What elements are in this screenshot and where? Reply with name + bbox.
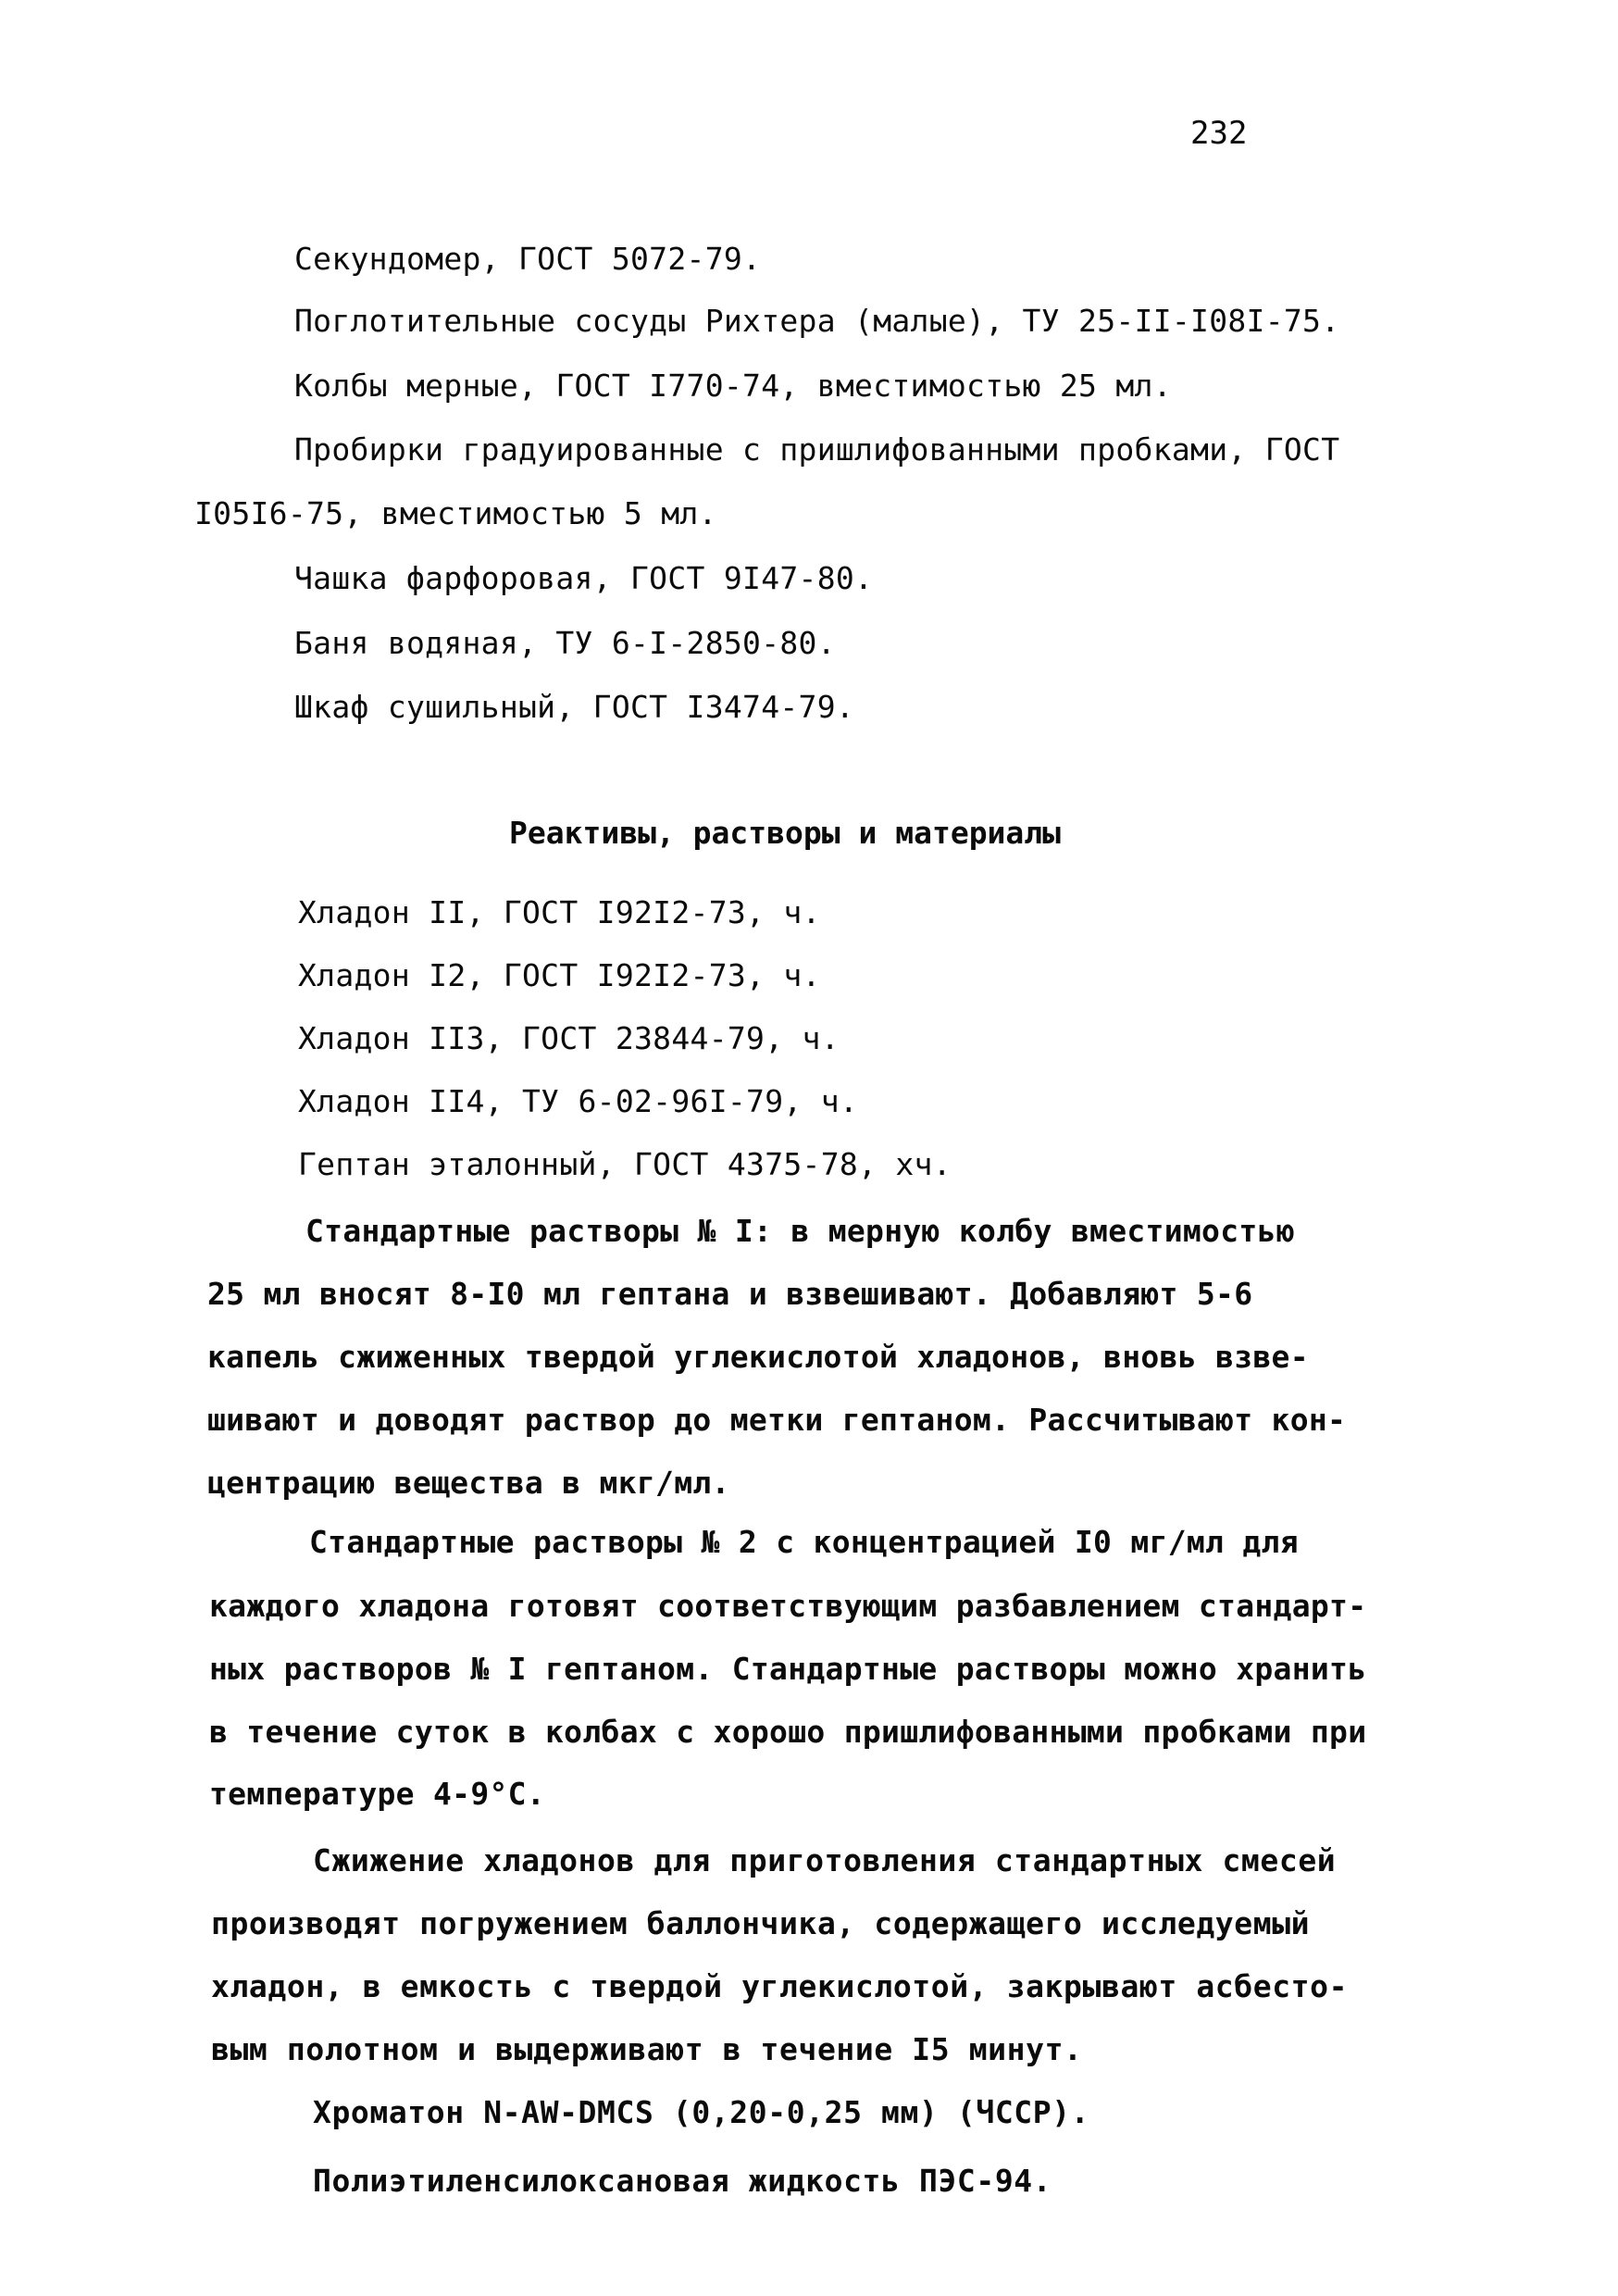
section-heading: Реактивы, растворы и материалы — [509, 815, 1062, 851]
equipment-line-1: Секундомер, ГОСТ 5072-79. — [294, 241, 762, 277]
equipment-line-6: Чашка фарфоровая, ГОСТ 9I47-80. — [294, 560, 874, 596]
paragraph-1-line-3: капель сжиженных твердой углекислотой хладонов, вновь взве- — [207, 1339, 1309, 1375]
reagent-line-4: Хладон II4, ТУ 6-02-96I-79, ч. — [298, 1083, 859, 1119]
equipment-line-2: Поглотительные сосуды Рихтера (малые), ТУ 25-II-I08I-75. — [294, 303, 1340, 339]
reagent-line-2: Хладон I2, ГОСТ I92I2-73, ч. — [298, 957, 821, 993]
paragraph-2-line-3: ных растворов № I гептаном. Стандартные растворы можно хранить — [209, 1651, 1367, 1687]
tail-line-2: Полиэтиленсилоксановая жидкость ПЭС-94. — [313, 2163, 1052, 2199]
equipment-line-8: Шкаф сушильный, ГОСТ I3474-79. — [294, 689, 855, 725]
equipment-line-4: Пробирки градуированные с пришлифованными пробками, ГОСТ — [294, 431, 1340, 468]
paragraph-1-line-4: шивают и доводят раствор до метки гептаном. Рассчитывают кон- — [207, 1402, 1347, 1438]
page-number: 232 — [1190, 115, 1248, 152]
paragraph-1-line-5: центрацию вещества в мкг/мл. — [207, 1465, 730, 1501]
paragraph-2-line-5: температуре 4-9°С. — [209, 1776, 546, 1812]
equipment-line-5: I05I6-75, вместимостью 5 мл. — [194, 495, 717, 531]
paragraph-3-line-1: Сжижение хладонов для приготовления стандартных смесей — [313, 1842, 1337, 1878]
tail-line-1: Хроматон N-AW-DMCS (0,20-0,25 мм) (ЧССР). — [313, 2094, 1090, 2130]
paragraph-2-line-2: каждого хладона готовят соответствующим разбавлением стандарт- — [209, 1588, 1367, 1624]
equipment-line-7: Баня водяная, ТУ 6-I-2850-80. — [294, 625, 836, 661]
paragraph-2-line-4: в течение суток в колбах с хорошо пришлифованными пробками при — [209, 1714, 1367, 1750]
paragraph-2-line-1: Стандартные растворы № 2 с концентрацией I0 мг/мл для — [309, 1524, 1299, 1560]
equipment-line-3: Колбы мерные, ГОСТ I770-74, вместимостью 25 мл. — [294, 368, 1172, 404]
paragraph-1-line-1: Стандартные растворы № I: в мерную колбу вместимостью — [305, 1213, 1295, 1249]
paragraph-1-line-2: 25 мл вносят 8-I0 мл гептана и взвешивают. Добавляют 5-6 — [207, 1276, 1253, 1312]
reagent-line-1: Хладон II, ГОСТ I92I2-73, ч. — [298, 894, 821, 930]
paragraph-3-line-4: вым полотном и выдерживают в течение I5 минут. — [211, 2031, 1083, 2067]
reagent-line-3: Хладон II3, ГОСТ 23844-79, ч. — [298, 1020, 840, 1056]
reagent-line-5: Гептан эталонный, ГОСТ 4375-78, хч. — [298, 1146, 952, 1182]
paragraph-3-line-2: производят погружением баллончика, содержащего исследуемый — [211, 1905, 1311, 1941]
paragraph-3-line-3: хладон, в емкость с твердой углекислотой, закрывают асбесто- — [211, 1968, 1349, 2004]
